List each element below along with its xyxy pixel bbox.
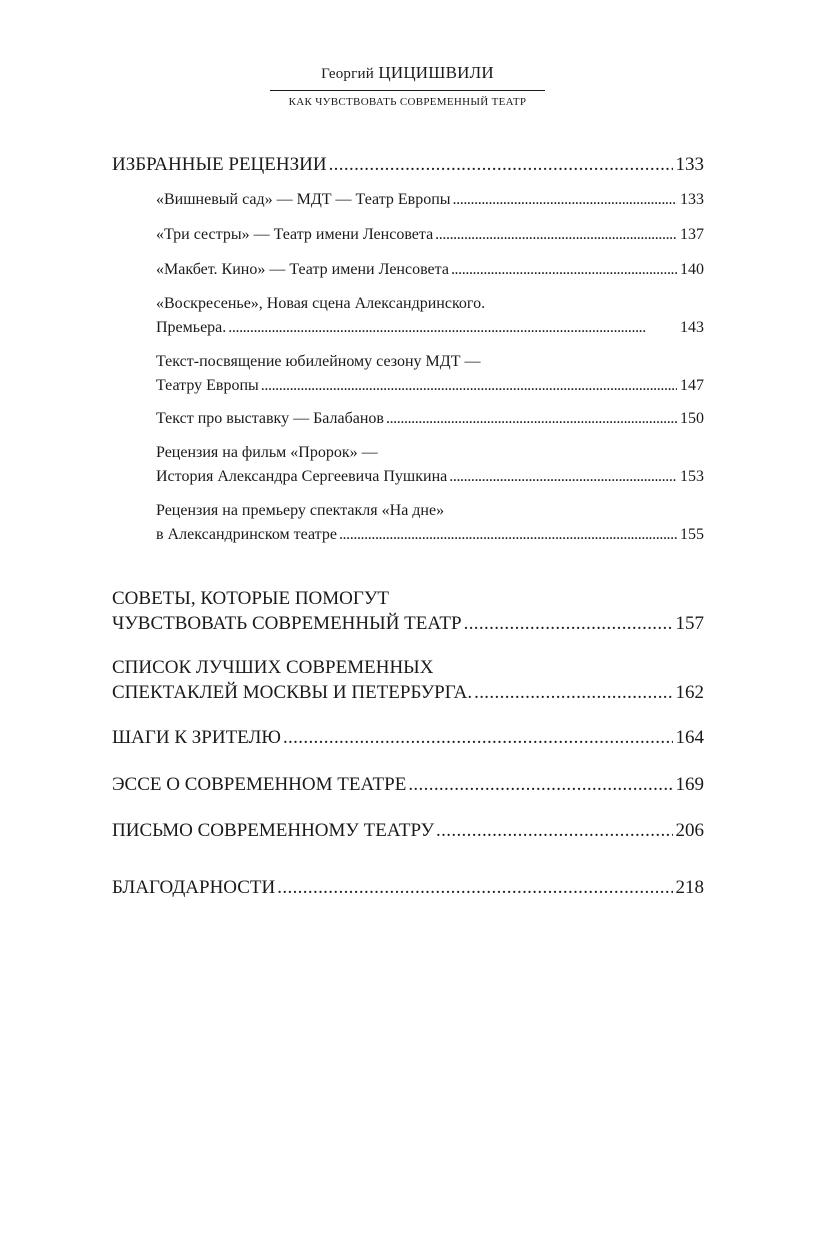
- toc-page-number: 147: [680, 377, 704, 394]
- toc-subentry[interactable]: [156, 441, 704, 489]
- toc-page-number: 143: [680, 319, 704, 336]
- toc-leader-dots: [451, 258, 677, 282]
- toc-leader-dots: [435, 223, 677, 247]
- toc-page-number: 206: [675, 820, 704, 841]
- toc-entry-title: История Александра Сергеевича Пушкина: [156, 468, 448, 485]
- toc-leader-dots: [277, 875, 672, 900]
- toc-entry-title-line: СПИСОК ЛУЧШИХ СОВРЕМЕННЫХ: [112, 657, 434, 678]
- toc-page-number: 157: [675, 613, 704, 634]
- toc-entry-acknowledgements[interactable]: [112, 875, 704, 900]
- toc-subentry[interactable]: [156, 188, 704, 212]
- toc-entry-title-line: Текст-посвящение юбилейному сезону МДТ —: [156, 353, 481, 370]
- toc-entry-title: «Макбет. Кино» — Театр имени Ленсовета: [156, 261, 449, 278]
- toc-entry-title: ИЗБРАННЫЕ РЕЦЕНЗИИ: [112, 154, 327, 175]
- toc-entry-title-line: Рецензия на премьеру спектакля «На дне»: [156, 502, 445, 519]
- toc-entry-title: Текст про выставку — Балабанов: [156, 410, 384, 427]
- toc-subentry[interactable]: [156, 407, 704, 431]
- toc-leader-dots: [386, 407, 677, 431]
- toc-entry-steps[interactable]: [112, 725, 704, 750]
- toc-subentry[interactable]: [156, 223, 704, 247]
- toc-leader-dots: [464, 611, 673, 636]
- toc-page-number: 218: [675, 877, 704, 898]
- toc-entry-title-line: «Воскресенье», Новая сцена Александринского.: [156, 295, 486, 312]
- toc-entry-title: Премьера.: [156, 319, 227, 336]
- toc-subentry[interactable]: [156, 499, 704, 547]
- toc-entry-title: «Три сестры» — Театр имени Ленсовета: [156, 226, 434, 243]
- toc-leader-dots: [453, 188, 677, 212]
- author-last-name: ЦИЦИШВИЛИ: [378, 63, 494, 82]
- toc-entry-title-line: Рецензия на фильм «Пророк» —: [156, 444, 378, 461]
- toc-subentry[interactable]: [156, 292, 704, 340]
- toc-page-number: 140: [680, 261, 704, 278]
- toc-entry-title: СПЕКТАКЛЕЙ МОСКВЫ И ПЕТЕРБУРГА.: [112, 682, 473, 703]
- toc-leader-dots: [408, 772, 672, 797]
- toc-entry-essay[interactable]: [112, 772, 704, 797]
- toc-entry-letter[interactable]: [112, 818, 704, 843]
- toc-leader-dots: [329, 152, 673, 177]
- toc-entry-title: в Александринском театре: [156, 526, 337, 543]
- toc-entry-title: ПИСЬМО СОВРЕМЕННОМУ ТЕАТРУ: [112, 820, 435, 841]
- toc-entry-title: ЭССЕ О СОВРЕМЕННОМ ТЕАТРЕ: [112, 774, 407, 795]
- toc-subentry[interactable]: [156, 258, 704, 282]
- toc-page-number: 150: [680, 410, 704, 427]
- toc-leader-dots: [474, 680, 672, 705]
- toc-page-number: 164: [675, 727, 704, 748]
- toc-entry-title: Театру Европы: [156, 377, 259, 394]
- toc-leader-dots: [436, 818, 672, 843]
- toc-subentry[interactable]: [156, 350, 704, 398]
- author-name: [270, 62, 545, 91]
- toc-entry-best-performances[interactable]: [112, 655, 704, 705]
- toc-entry-title: БЛАГОДАРНОСТИ: [112, 877, 276, 898]
- toc-page-number: 133: [680, 191, 704, 208]
- toc-leader-dots: [261, 374, 677, 398]
- toc-entry-title-line: СОВЕТЫ, КОТОРЫЕ ПОМОГУТ: [112, 588, 389, 609]
- toc-page-number: 155: [680, 526, 704, 543]
- toc-leader-dots: [339, 523, 677, 547]
- toc-leader-dots: [449, 465, 677, 489]
- toc-entry-title: ЧУВСТВОВАТЬ СОВРЕМЕННЫЙ ТЕАТР: [112, 613, 462, 634]
- running-header: [270, 62, 545, 110]
- toc-leader-dots: [283, 725, 673, 750]
- toc-entry-title: «Вишневый сад» — МДТ — Театр Европы: [156, 191, 451, 208]
- toc-page-number: 162: [675, 682, 704, 703]
- book-title: КАК ЧУВСТВОВАТЬ СОВРЕМЕННЫЙ ТЕАТР: [288, 96, 527, 108]
- toc-entry-title: ШАГИ К ЗРИТЕЛЮ: [112, 727, 281, 748]
- toc-page-number: 137: [680, 226, 704, 243]
- toc-entry-tips[interactable]: [112, 586, 704, 636]
- author-first-name: Георгий: [321, 66, 374, 82]
- toc-page-number: 169: [675, 774, 704, 795]
- toc-leader-dots: [228, 316, 677, 340]
- toc-page-number: 133: [675, 154, 704, 175]
- toc-page-number: 153: [680, 468, 704, 485]
- toc-entry-selected-reviews[interactable]: [112, 152, 704, 177]
